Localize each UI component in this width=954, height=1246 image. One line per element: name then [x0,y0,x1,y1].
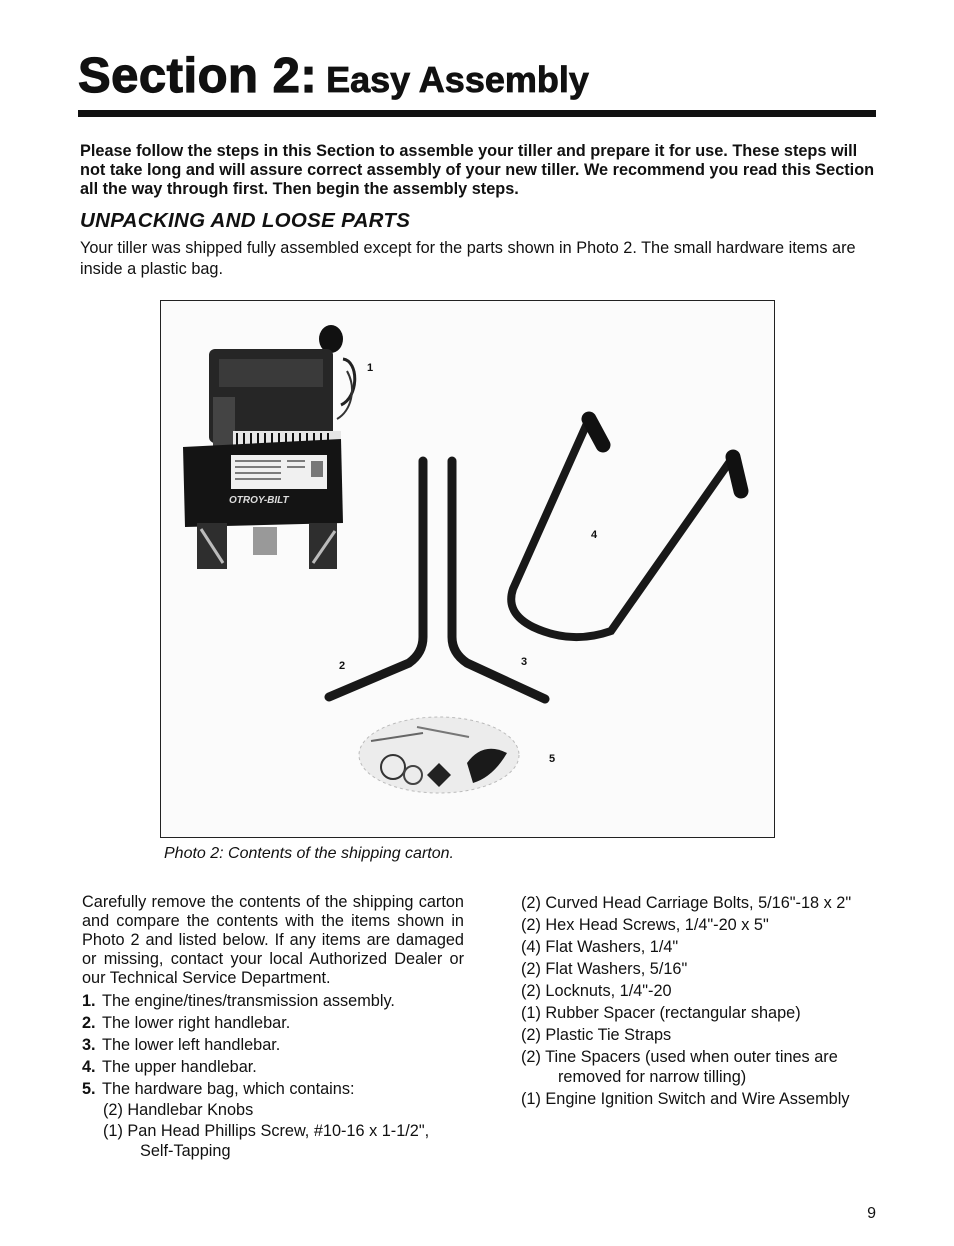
part-label-4: 4 [591,529,598,541]
left-column [82,893,464,1162]
brand-logo: OTROY-BILT [229,495,289,506]
list-item: 4. The upper handlebar. [82,1058,257,1076]
list-item: 5. The hardware bag, which contains: [82,1080,355,1098]
upper-handlebar-image [511,419,741,637]
hardware-item: (4) Flat Washers, 1/4" [521,938,679,956]
part-label-3: 3 [521,656,528,668]
contents-intro: Carefully remove the contents of the shipping carton and compare the contents with the items shown in Photo 2 and listed below. If any items are damaged or missing, contact your local Authorized Dealer or our Technical Service Department. [82,893,464,987]
hardware-item: (2) Handlebar Knobs [103,1101,254,1119]
list-item: 3. The lower left handlebar. [82,1036,281,1054]
list-item: 2. The lower right handlebar. [82,1014,291,1032]
hardware-bag-image [359,717,519,793]
shipping-carton-photo [161,301,774,837]
hardware-item: (2) Curved Head Carriage Bolts, 5/16"-18 x 2" [521,894,852,912]
section-label: Section 2: [78,49,318,103]
hardware-item: (2) Tine Spacers (used when outer tines are removed for narrow tilling) [521,1048,838,1086]
part-label-1: 1 [367,362,374,374]
hardware-item: (2) Plastic Tie Straps [521,1026,672,1044]
hardware-item: (1) Rubber Spacer (rectangular shape) [521,1004,801,1022]
hardware-item: (1) Engine Ignition Switch and Wire Assembly [521,1090,850,1108]
photo-2 [160,300,775,838]
title-rule [78,110,876,117]
hardware-item: (2) Hex Head Screws, 1/4"-20 x 5" [521,916,769,934]
section-title: Easy Assembly [326,59,589,100]
hardware-item: (2) Flat Washers, 5/16" [521,960,688,978]
part-label-2: 2 [339,660,346,672]
list-item: 1. The engine/tines/transmission assembly. [82,992,395,1010]
hardware-item: (2) Locknuts, 1/4"-20 [521,982,672,1000]
body-paragraph: Your tiller was shipped fully assembled except for the parts shown in Photo 2. The small hardware items are inside a plastic bag. [80,239,856,278]
part-label-5: 5 [549,753,556,765]
hardware-list-right [521,893,881,1109]
hardware-list-left [82,1100,464,1161]
items-list [82,990,464,1100]
intro-paragraph: Please follow the steps in this Section to assemble your tiller and prepare it for use. These steps will not take long and will assure correct assembly of your new tiller. We recommend you read this Section all the way through first. Then begin the assembly steps. [80,142,875,198]
photo-caption: Photo 2: Contents of the shipping carton. [164,845,454,862]
page-title [78,49,589,103]
subheading: UNPACKING AND LOOSE PARTS [80,209,411,232]
page-number: 9 [867,1205,876,1222]
tiller-assembly-image [183,325,355,569]
right-column [521,893,881,1111]
brand-name: TROY-BILT [236,495,289,506]
hardware-item: (1) Pan Head Phillips Screw, #10-16 x 1-1/2", Self-Tapping [103,1122,430,1160]
lower-left-handlebar-image [452,461,545,699]
